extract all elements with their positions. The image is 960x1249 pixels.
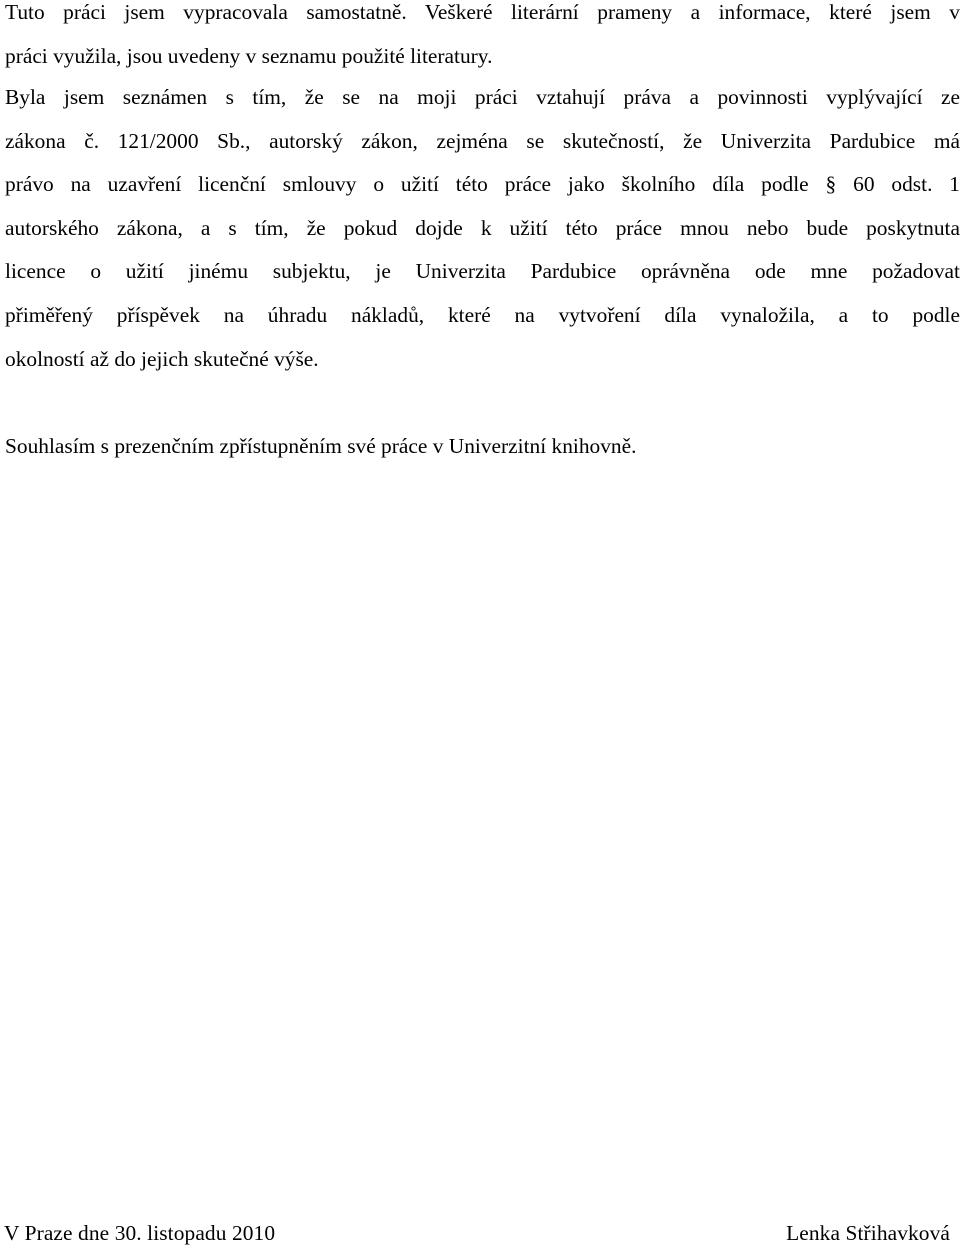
declaration-paragraph-authorship	[5, 0, 960, 78]
text-line: přiměřený příspěvek na úhradu nákladů, které na vytvoření díla vynaložila, a to podle	[5, 302, 960, 327]
text-line: zákona č. 121/2000 Sb., autorský zákon, zejména se skutečností, že Univerzita Pardubice má	[5, 128, 960, 153]
author-name: Lenka Střihavková	[786, 1221, 950, 1245]
text-line: licence o užití jinému subjektu, je Univerzita Pardubice oprávněna ode mne požadovat	[5, 259, 960, 284]
signature-footer	[4, 1217, 950, 1249]
text-line: práci využila, jsou uvedeny v seznamu použité literatury.	[5, 43, 493, 68]
declaration-paragraph-library-consent	[5, 425, 960, 469]
text-line: Souhlasím s prezenčním zpřístupněním své práce v Univerzitní knihovně.	[5, 434, 637, 458]
place-and-date: V Praze dne 30. listopadu 2010	[4, 1221, 276, 1245]
text-line: právo na uzavření licenční smlouvy o užití této práce jako školního díla podle § 60 odst. 1	[5, 172, 960, 197]
text-line: Tuto práci jsem vypracovala samostatně. Veškeré literární prameny a informace, které jsem v	[5, 0, 960, 24]
text-line: okolností až do jejich skutečné výše.	[5, 346, 319, 371]
text-line: autorského zákona, a s tím, že pokud dojde k užití této práce mnou nebo bude poskytnuta	[5, 215, 960, 240]
text-line: Byla jsem seznámen s tím, že se na moji práci vztahují práva a povinnosti vyplývající ze	[5, 85, 960, 109]
declaration-paragraph-copyright	[5, 76, 960, 381]
